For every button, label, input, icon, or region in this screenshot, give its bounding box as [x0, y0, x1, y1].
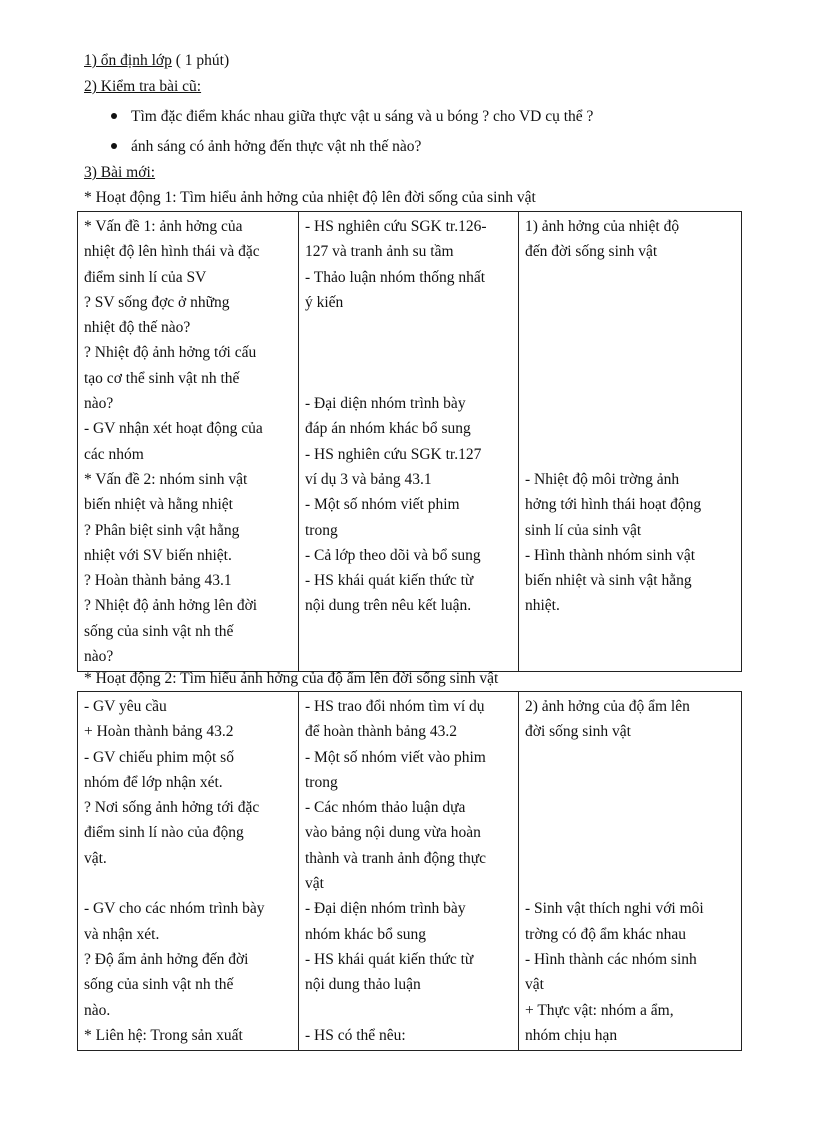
cell-text-line: nội dung trên nêu kết luận.: [305, 597, 472, 615]
activity-1-title: * Hoạt động 1: Tìm hiểu ảnh hởng của nhiệt độ lên đời sống của sinh vật: [84, 189, 536, 206]
cell-text-line: [525, 820, 734, 845]
cell-text-line: [84, 871, 291, 896]
cell-text-line: vật: [525, 976, 544, 994]
cell-text-line: - HS khái quát kiến thức từ: [305, 572, 474, 590]
cell-text-line: [525, 416, 734, 441]
cell-text-line: nhiệt độ thế nào?: [84, 319, 191, 337]
cell-text-line: sống của sinh vật nh thế: [84, 622, 234, 640]
cell-text-line: * Liên hệ: Trong sản xuất: [84, 1026, 243, 1044]
cell-text-line: [305, 998, 511, 1023]
cell-text-line: + Hoàn thành bảng 43.2: [84, 723, 234, 741]
cell-text-line: - Một số nhóm viết phim: [305, 496, 460, 514]
section-stabilize-duration: ( 1 phút): [171, 52, 230, 69]
section-review: 2) Kiểm tra bài cũ:: [84, 78, 202, 95]
cell-text-line: [525, 795, 734, 820]
cell-text-line: nhóm chịu hạn: [525, 1026, 618, 1044]
cell-text-line: - Đại diện nhóm trình bày: [305, 395, 466, 413]
bullet-icon: [111, 143, 117, 149]
cell-text-line: nhiệt độ lên hình thái và đặc: [84, 243, 260, 261]
cell-text-line: các nhóm: [84, 445, 144, 463]
cell-text-line: hởng tới hình thái hoạt động: [525, 496, 702, 514]
section-stabilize: [84, 51, 229, 71]
review-question-1: Tìm đặc điểm khác nhau giữa thực vật u sáng và u bóng ? cho VD cụ thể ?: [131, 108, 594, 125]
cell-text-line: nào?: [84, 395, 114, 413]
cell-text-line: [305, 315, 511, 340]
cell-text-line: - Hình thành nhóm sinh vật: [525, 546, 696, 564]
cell-text-line: tạo cơ thể sinh vật nh thế: [84, 369, 240, 387]
cell-text-line: [525, 442, 734, 467]
cell-text-line: ? SV sống đợc ở những: [84, 293, 230, 311]
cell-text-line: ? Độ ẩm ảnh hởng đến đời: [84, 950, 249, 968]
cell-text-line: ? Nhiệt độ ảnh hởng lên đời: [84, 597, 258, 615]
cell-text-line: ? Hoàn thành bảng 43.1: [84, 572, 232, 590]
cell-text-line: điểm sinh lí của SV: [84, 268, 207, 286]
cell-text-line: nào.: [84, 1001, 111, 1019]
cell-text-line: - Cả lớp theo dõi và bổ sung: [305, 546, 481, 564]
cell-text-line: - Sinh vật thích nghi với môi: [525, 900, 704, 918]
cell-text-line: ? Nhiệt độ ảnh hởng tới cấu: [84, 344, 257, 362]
cell-text-line: sống của sinh vật nh thế: [84, 976, 234, 994]
activity-2-table: [77, 691, 742, 1051]
cell-text-line: [525, 290, 734, 315]
activity-1-table: [77, 211, 742, 672]
cell-text-line: đời sống sinh vật: [525, 723, 631, 741]
cell-text-line: - Thảo luận nhóm thống nhất: [305, 268, 486, 286]
cell-text-line: nhiệt.: [525, 597, 560, 615]
cell-text-line: vật.: [84, 849, 107, 867]
cell-text-line: điểm sinh lí nào của động: [84, 824, 244, 842]
cell-text-line: sinh lí của sinh vật: [525, 521, 642, 539]
cell-text-line: biến nhiệt và sinh vật hằng: [525, 572, 692, 590]
cell-text-line: * Vấn đề 2: nhóm sinh vật: [84, 470, 248, 488]
cell-text-line: ? Nơi sống ảnh hởng tới đặc: [84, 799, 260, 817]
cell-text-line: [525, 770, 734, 795]
cell-text-line: nhiệt với SV biến nhiệt.: [84, 546, 232, 564]
cell-text-line: thành và tranh ảnh động thực: [305, 849, 487, 867]
cell-text-line: 1) ảnh hởng của nhiệt độ: [525, 218, 680, 235]
cell-text-line: - GV cho các nhóm trình bày: [84, 900, 265, 918]
cell-text-line: - HS trao đổi nhóm tìm ví dụ: [305, 698, 485, 715]
cell-text-line: [525, 366, 734, 391]
cell-text-line: - Các nhóm thảo luận dựa: [305, 799, 466, 817]
cell-text-line: nội dung thảo luận: [305, 976, 421, 994]
cell-text-line: [525, 315, 734, 340]
student-activity-column: [299, 692, 519, 1051]
cell-text-line: đáp án nhóm khác bổ sung: [305, 420, 471, 438]
section-stabilize-title: 1) ổn định lớp: [84, 52, 172, 69]
cell-text-line: - Nhiệt độ môi trờng ảnh: [525, 470, 680, 488]
cell-text-line: để hoàn thành bảng 43.2: [305, 723, 457, 741]
cell-text-line: + Thực vật: nhóm a ẩm,: [525, 1001, 674, 1019]
cell-text-line: trong: [305, 521, 338, 539]
cell-text-line: nào?: [84, 648, 114, 666]
cell-text-line: - HS nghiên cứu SGK tr.127: [305, 445, 482, 463]
content-column: [519, 212, 742, 672]
cell-text-line: 2) ảnh hởng của độ ẩm lên: [525, 698, 690, 715]
cell-text-line: ? Phân biệt sinh vật hằng: [84, 521, 240, 539]
cell-text-line: [525, 340, 734, 365]
cell-text-line: đến đời sống sinh vật: [525, 243, 658, 261]
cell-text-line: [525, 846, 734, 871]
cell-text-line: [525, 871, 734, 896]
cell-text-line: - HS nghiên cứu SGK tr.126-: [305, 218, 487, 235]
student-activity-column: [299, 212, 519, 672]
section-new-lesson: 3) Bài mới:: [84, 164, 156, 181]
cell-text-line: - Đại diện nhóm trình bày: [305, 900, 466, 918]
bullet-icon: [111, 113, 117, 119]
cell-text-line: [525, 265, 734, 290]
cell-text-line: - HS khái quát kiến thức từ: [305, 950, 474, 968]
activity-2-title: * Hoạt động 2: Tìm hiểu ảnh hởng của độ ẩm lên đời sống sinh vật: [84, 670, 499, 687]
cell-text-line: ví dụ 3 và bảng 43.1: [305, 470, 432, 488]
teacher-activity-column: [78, 212, 299, 672]
review-question-2: ánh sáng có ảnh hởng đến thực vật nh thế nào?: [131, 138, 422, 155]
cell-text-line: - Một số nhóm viết vào phim: [305, 748, 486, 766]
content-column: [519, 692, 742, 1051]
cell-text-line: 127 và tranh ảnh su tầm: [305, 243, 454, 261]
cell-text-line: - GV chiếu phim một số: [84, 748, 234, 766]
cell-text-line: trờng có độ ẩm khác nhau: [525, 925, 686, 943]
cell-text-line: [525, 745, 734, 770]
cell-text-line: - Hình thành các nhóm sinh: [525, 950, 697, 968]
cell-text-line: và nhận xét.: [84, 925, 160, 943]
cell-text-line: vào bảng nội dung vừa hoàn: [305, 824, 481, 842]
cell-text-line: * Vấn đề 1: ảnh hởng của: [84, 218, 243, 235]
cell-text-line: [525, 391, 734, 416]
teacher-activity-column: [78, 692, 299, 1051]
cell-text-line: nhóm khác bổ sung: [305, 925, 426, 943]
cell-text-line: ý kiến: [305, 293, 344, 311]
cell-text-line: nhóm để lớp nhận xét.: [84, 773, 223, 791]
cell-text-line: - HS có thể nêu:: [305, 1026, 406, 1044]
cell-text-line: [305, 366, 511, 391]
cell-text-line: [305, 340, 511, 365]
cell-text-line: biến nhiệt và hằng nhiệt: [84, 496, 233, 514]
cell-text-line: trong: [305, 773, 338, 791]
cell-text-line: - GV nhận xét hoạt động của: [84, 420, 263, 438]
cell-text-line: - GV yêu cầu: [84, 698, 167, 715]
cell-text-line: vật: [305, 875, 324, 893]
